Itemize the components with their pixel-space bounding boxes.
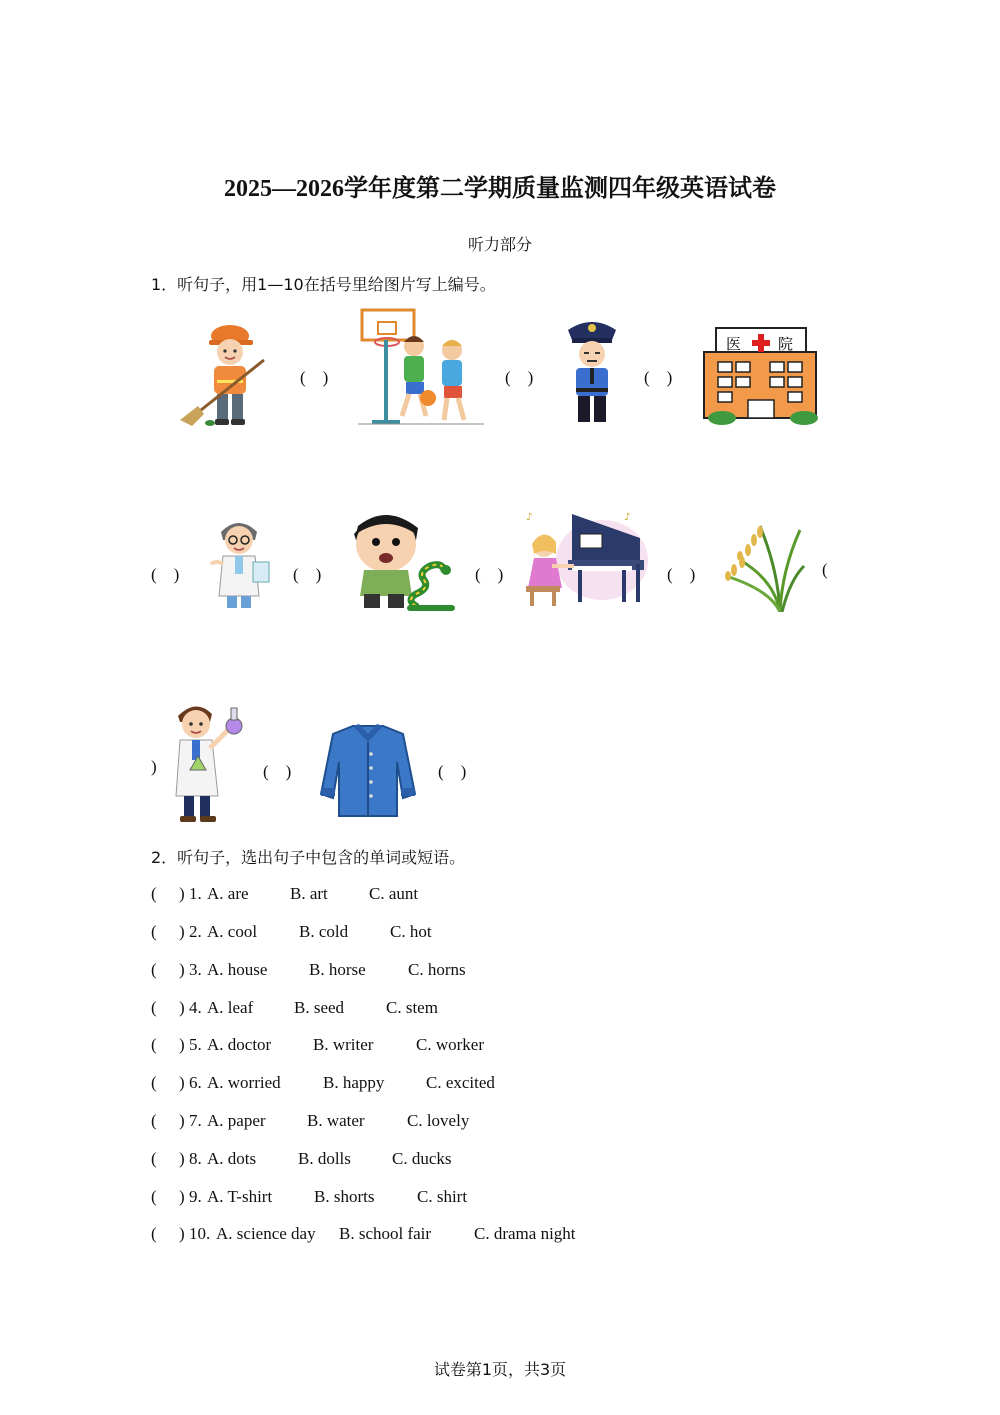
picture-2-answer-bracket[interactable]: ( ) [505,368,534,387]
answer-bracket-open[interactable]: ( [151,1224,157,1243]
option-b[interactable]: B. horse [309,960,366,979]
answer-bracket-close: ) [179,1035,185,1054]
picture-1-answer-bracket[interactable]: ( ) [300,368,329,387]
option-b[interactable]: B. writer [313,1035,374,1054]
item-number: 2. [189,922,202,941]
answer-bracket-open[interactable]: ( [151,922,157,941]
hospital-sign-right: 院 [778,335,794,353]
option-c[interactable]: C. excited [426,1073,495,1092]
picture-7-answer-bracket[interactable]: ( ) [667,565,696,584]
page-footer: 试卷第1页，共3页 [433,1360,567,1379]
option-c[interactable]: C. aunt [369,884,419,903]
answer-bracket-open[interactable]: ( [151,1035,157,1054]
answer-bracket-close: ) [179,884,185,903]
option-b[interactable]: B. water [307,1111,365,1130]
answer-bracket-close: ) [179,1111,185,1130]
answer-bracket-open[interactable]: ( [151,1111,157,1130]
item-number: 8. [189,1149,202,1168]
option-a[interactable]: A. leaf [207,998,254,1017]
option-c[interactable]: C. hot [390,922,432,941]
hospital-sign-left: 医 [726,335,742,353]
item-number: 1. [189,884,202,903]
picture-6-answer-bracket[interactable]: ( ) [475,565,504,584]
answer-bracket-open[interactable]: ( [151,960,157,979]
option-c[interactable]: C. drama night [474,1224,576,1243]
option-a[interactable]: A. house [207,960,268,979]
option-b[interactable]: B. happy [323,1073,385,1092]
answer-bracket-open[interactable]: ( [151,1187,157,1206]
option-a[interactable]: A. worried [207,1073,281,1092]
picture-8-answer-close[interactable]: ) [151,757,157,776]
choice-row [151,1224,576,1364]
item-number: 9. [189,1187,202,1206]
basketball-players-picture [354,306,488,428]
picture-3-answer-bracket[interactable]: ( ) [644,368,673,387]
rice-plant-picture [720,520,806,612]
option-c[interactable]: C. stem [386,998,438,1017]
music-note-icon: ♪ [624,512,631,523]
picture-8-answer-open[interactable]: ( [822,560,828,579]
option-a[interactable]: A. paper [207,1111,266,1130]
street-cleaner-picture [176,322,271,430]
option-c[interactable]: C. shirt [417,1187,468,1206]
question-2-prompt: 2．听句子，选出句子中包含的单词或短语。 [151,848,466,867]
answer-bracket-close: ) [179,1073,185,1092]
option-a[interactable]: A. T-shirt [207,1187,273,1206]
item-number: 10. [189,1224,211,1243]
exam-title: 2025—2026学年度第二学期质量监测四年级英语试卷 [224,176,776,202]
option-b[interactable]: B. art [290,884,328,903]
answer-bracket-close: ) [179,922,185,941]
answer-bracket-open[interactable]: ( [151,1073,157,1092]
music-note-icon: ♪ [526,512,533,523]
option-b[interactable]: B. shorts [314,1187,375,1206]
blue-shirt-picture [319,722,417,818]
option-b[interactable]: B. cold [299,922,349,941]
item-number: 3. [189,960,202,979]
section-listening: 听力部分 [467,235,532,254]
option-a[interactable]: A. are [207,884,249,903]
answer-bracket-open[interactable]: ( [151,1149,157,1168]
option-c[interactable]: C. lovely [407,1111,470,1130]
question-1-prompt: 1．听句子，用1—10在括号里给图片写上编号。 [151,275,496,294]
picture-5-answer-bracket[interactable]: ( ) [293,565,322,584]
scientist-picture [170,700,246,824]
option-b[interactable]: B. seed [294,998,345,1017]
item-number: 6. [189,1073,202,1092]
option-b[interactable]: B. dolls [298,1149,351,1168]
option-c[interactable]: C. worker [416,1035,484,1054]
answer-bracket-close: ) [179,1224,185,1243]
option-c[interactable]: C. horns [408,960,466,979]
option-a[interactable]: A. science day [216,1224,316,1243]
answer-bracket-open[interactable]: ( [151,884,157,903]
answer-bracket-close: ) [179,960,185,979]
doctor-picture [205,512,273,612]
police-officer-picture [562,316,622,428]
option-a[interactable]: A. doctor [207,1035,272,1054]
option-b[interactable]: B. school fair [339,1224,432,1243]
girl-playing-piano-picture [522,508,648,610]
picture-4-answer-bracket[interactable]: ( ) [151,565,180,584]
picture-9-answer-bracket[interactable]: ( ) [263,762,292,781]
option-a[interactable]: A. dots [207,1149,257,1168]
answer-bracket-close: ) [179,998,185,1017]
picture-10-answer-bracket[interactable]: ( ) [438,762,467,781]
option-a[interactable]: A. cool [207,922,258,941]
scared-boy-with-snake-picture [346,504,456,612]
answer-bracket-open[interactable]: ( [151,998,157,1017]
hospital-picture [700,322,830,428]
option-c[interactable]: C. ducks [392,1149,452,1168]
item-number: 4. [189,998,202,1017]
answer-bracket-close: ) [179,1187,185,1206]
answer-bracket-close: ) [179,1149,185,1168]
item-number: 5. [189,1035,202,1054]
item-number: 7. [189,1111,202,1130]
